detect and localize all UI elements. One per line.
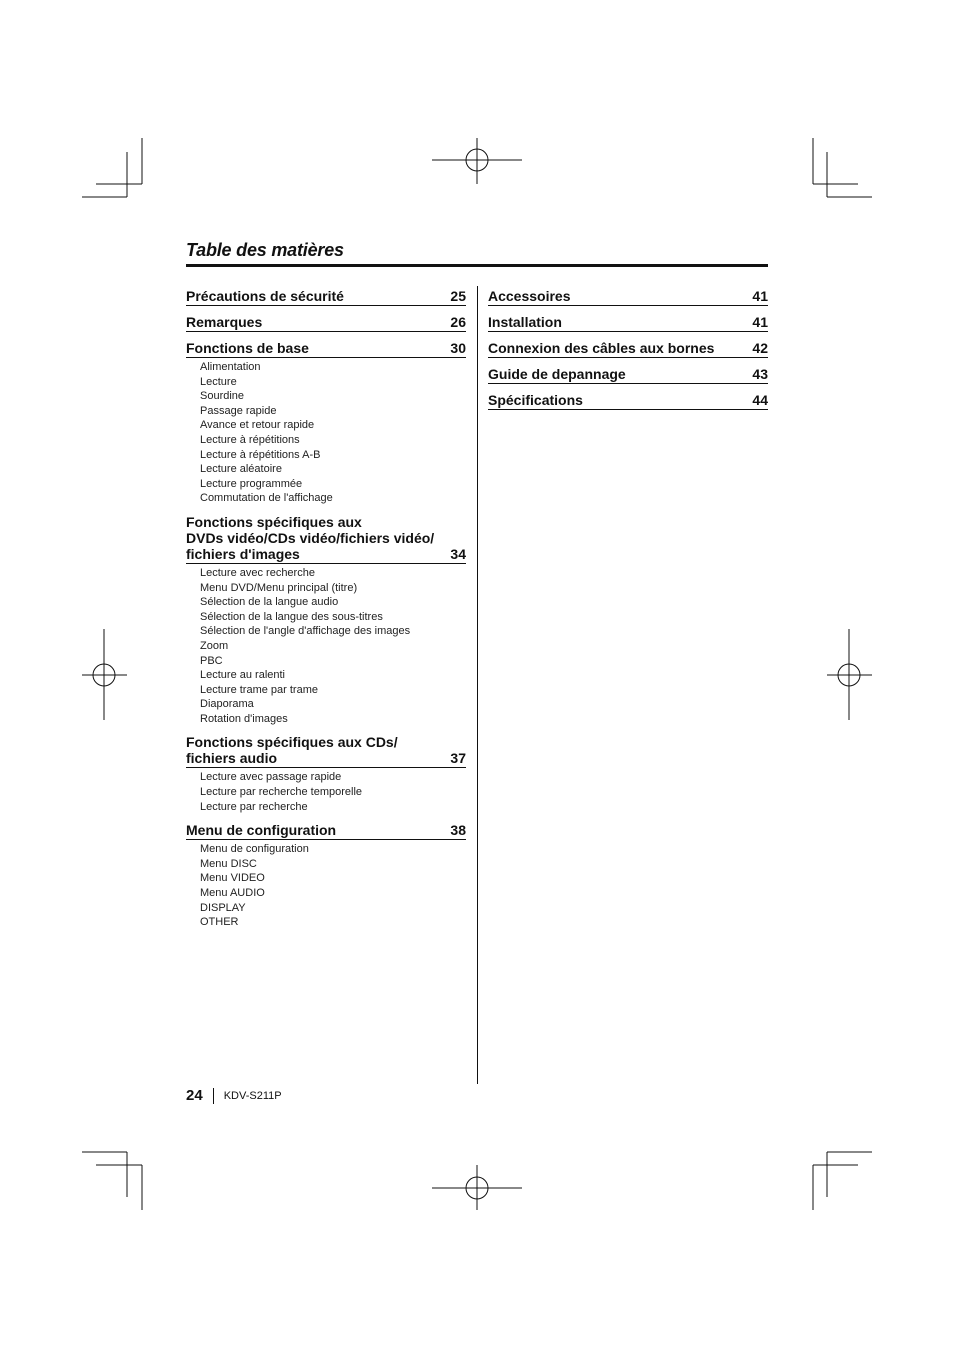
title-rule [186, 264, 768, 267]
toc-subitem[interactable]: PBC [200, 654, 223, 667]
toc-section [488, 392, 768, 410]
toc-subitem[interactable]: Rotation d'images [200, 712, 288, 725]
toc-section-title: Fonctions de base [186, 340, 309, 356]
toc-subitem[interactable]: Lecture au ralenti [200, 669, 285, 682]
toc-section-page: 25 [450, 288, 466, 304]
toc-subitem[interactable]: Sélection de la langue audio [200, 596, 339, 609]
column-divider [477, 286, 478, 1084]
toc-section-page: 41 [752, 314, 768, 330]
toc-section-page: 44 [752, 392, 768, 408]
toc-left-column [186, 288, 466, 938]
toc-section-heading[interactable] [186, 514, 466, 564]
toc-section [186, 822, 466, 930]
toc-subitem[interactable]: Lecture programmée [200, 477, 303, 490]
toc-section-page: 41 [752, 288, 768, 304]
toc-section-heading[interactable] [186, 288, 466, 306]
toc-section-heading[interactable] [186, 314, 466, 332]
toc-section-title: Fonctions spécifiques aux CDs/ fichiers audio [186, 734, 398, 767]
toc-subitem[interactable]: Lecture aléatoire [200, 463, 282, 476]
toc-section-heading[interactable] [488, 340, 768, 358]
toc-section-heading[interactable] [488, 288, 768, 306]
toc-section-heading[interactable] [186, 340, 466, 358]
toc-section-heading[interactable] [488, 314, 768, 332]
toc-section-page: 38 [450, 822, 466, 839]
toc-subitem[interactable]: Menu AUDIO [200, 887, 265, 900]
toc-section-page: 43 [752, 366, 768, 382]
toc-section-heading[interactable] [488, 392, 768, 410]
toc-subitem[interactable]: Menu de configuration [200, 843, 309, 856]
toc-subitem[interactable]: Menu VIDEO [200, 872, 265, 885]
toc-subitem[interactable]: Lecture par recherche temporelle [200, 786, 363, 799]
toc-subitem[interactable]: Lecture avec passage rapide [200, 771, 342, 784]
toc-section [186, 340, 466, 506]
toc-section-heading[interactable] [488, 366, 768, 384]
toc-section-title: Installation [488, 314, 562, 330]
toc-subitem-list [186, 842, 466, 930]
toc-subitem[interactable]: Lecture avec recherche [200, 566, 315, 579]
toc-section [488, 288, 768, 306]
footer-page-number: 24 [186, 1087, 203, 1104]
toc-section-title: Fonctions spécifiques aux DVDs vidéo/CDs vidéo/fichiers vidéo/ fichiers d'images [186, 513, 435, 562]
toc-section-heading[interactable] [186, 822, 466, 840]
toc-subitem[interactable]: Sélection de l'angle d'affichage des images [200, 625, 411, 638]
toc-subitem-list [186, 360, 466, 506]
toc-section-title: Menu de configuration [186, 822, 337, 839]
toc-subitem[interactable]: Menu DISC [200, 857, 257, 870]
toc-subitem[interactable]: Avance et retour rapide [200, 419, 315, 432]
toc-subitem[interactable]: Lecture à répétitions A-B [200, 448, 321, 461]
toc-subitem[interactable]: Sourdine [200, 390, 245, 403]
toc-section [488, 340, 768, 358]
footer-separator [213, 1088, 214, 1104]
toc-section [186, 288, 466, 306]
toc-subitem-list [186, 566, 466, 727]
toc-subitem[interactable]: Sélection de la langue des sous-titres [200, 610, 383, 623]
toc-section-title: Précautions de sécurité [186, 288, 344, 304]
toc-section [186, 514, 466, 727]
toc-subitem[interactable]: Alimentation [200, 361, 261, 373]
toc-section [488, 366, 768, 384]
toc-section-page: 30 [450, 340, 466, 356]
toc-subitem[interactable]: Menu DVD/Menu principal (titre) [200, 581, 358, 594]
toc-subitem[interactable]: Lecture à répétitions [200, 433, 300, 446]
toc-section-title: Spécifications [488, 392, 583, 408]
toc-subitem-list [186, 770, 466, 814]
toc-subitem[interactable]: Zoom [200, 639, 229, 652]
toc-subitem[interactable]: Lecture [200, 375, 237, 388]
toc-subitem[interactable]: Passage rapide [200, 404, 277, 417]
toc-subitem[interactable]: Lecture par recherche [200, 800, 308, 813]
toc-section-title: Accessoires [488, 288, 571, 304]
toc-section [186, 734, 466, 814]
toc-section [186, 314, 466, 332]
toc-subitem[interactable]: OTHER [200, 916, 239, 929]
page-title: Table des matières [186, 240, 344, 260]
toc-section-page: 34 [450, 545, 466, 562]
toc-section-title: Guide de depannage [488, 366, 626, 382]
toc-section-page: 37 [450, 750, 466, 767]
toc-section-heading[interactable] [186, 734, 466, 768]
toc-section-page: 26 [450, 314, 466, 330]
toc-subitem[interactable]: DISPLAY [200, 901, 246, 914]
toc-subitem[interactable]: Commutation de l'affichage [200, 492, 333, 505]
page-footer [186, 1087, 282, 1104]
toc-right-column [488, 288, 768, 418]
toc-section-title: Connexion des câbles aux bornes [488, 340, 715, 356]
toc-section [488, 314, 768, 332]
toc-section-title: Remarques [186, 314, 263, 330]
toc-subitem[interactable]: Diaporama [200, 698, 254, 711]
toc-subitem[interactable]: Lecture trame par trame [200, 683, 318, 696]
footer-model: KDV-S211P [223, 1089, 282, 1102]
toc-section-page: 42 [752, 340, 768, 356]
